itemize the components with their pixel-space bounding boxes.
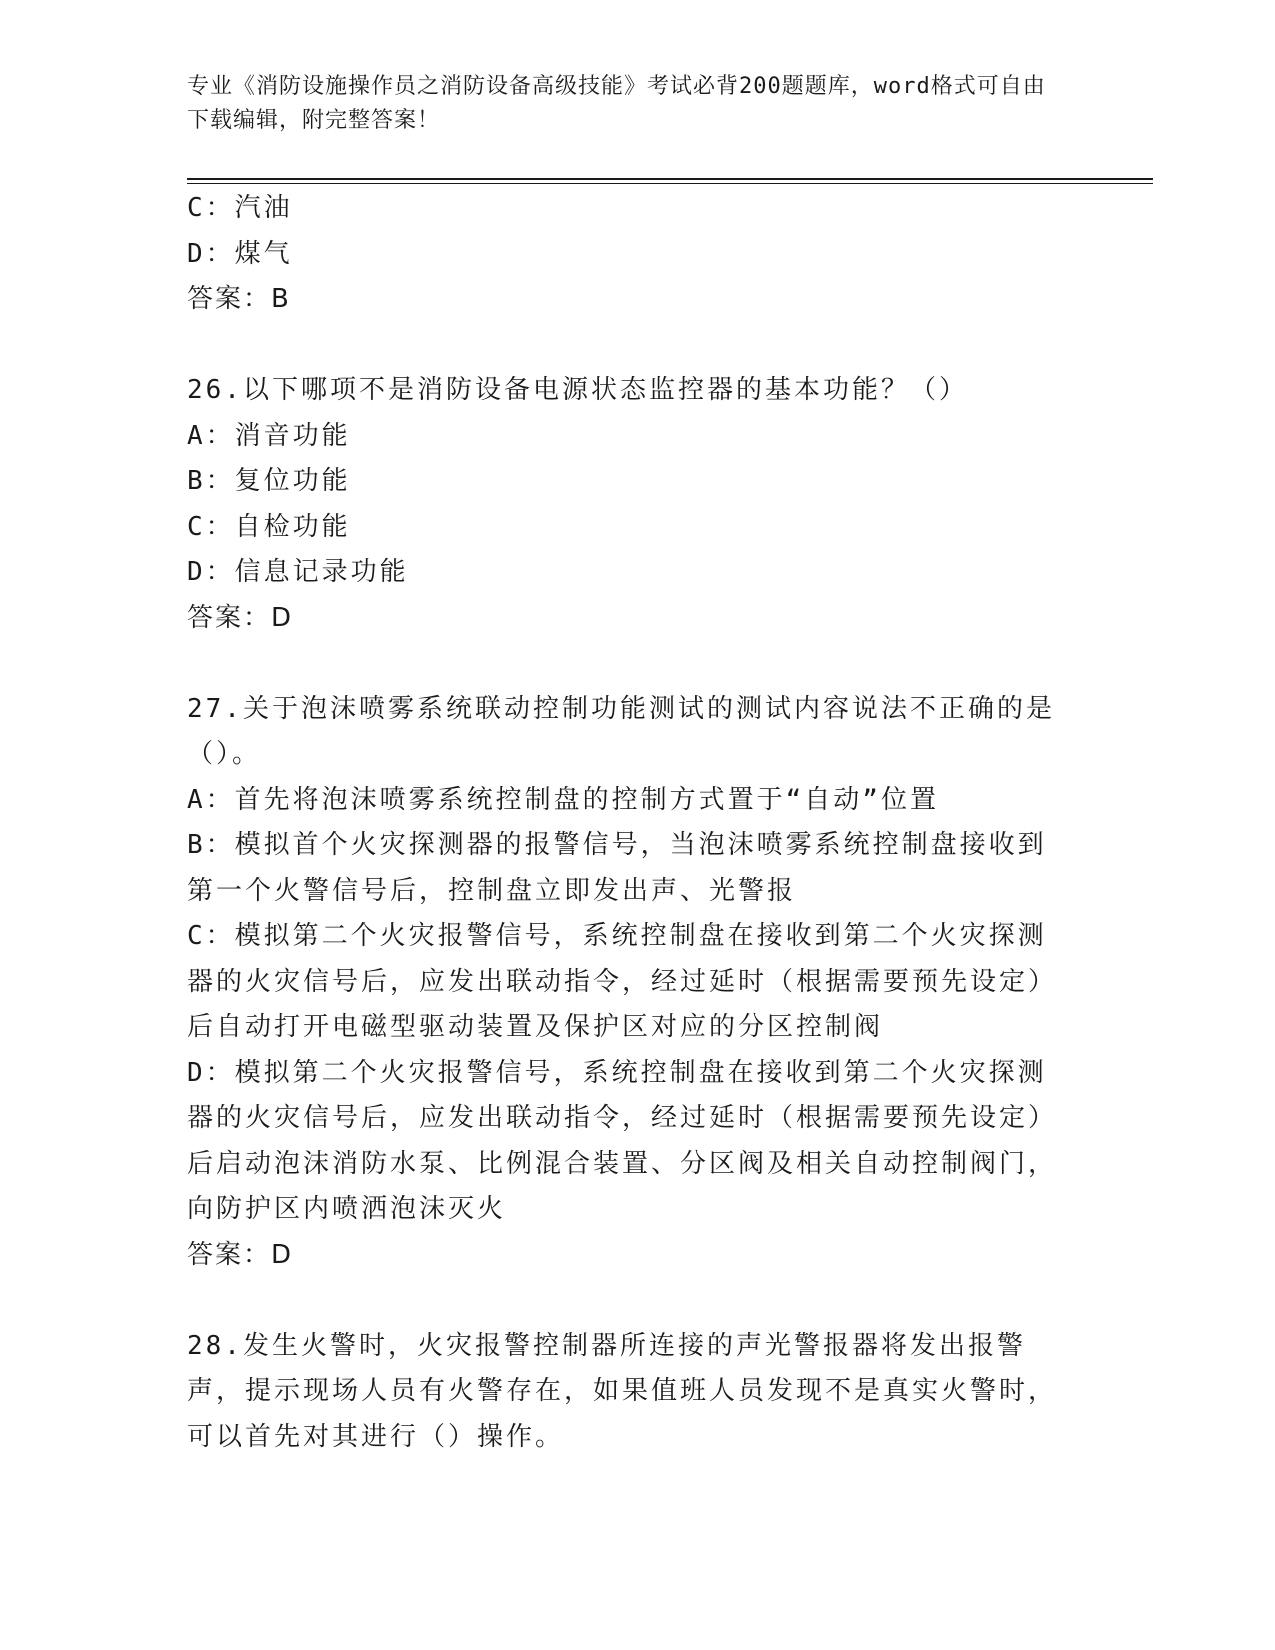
answer-label: 答案：B [187,284,291,314]
spacer [187,641,1067,687]
option-a: A：首先将泡沫喷雾系统控制盘的控制方式置于“自动”位置 [187,784,939,815]
question-content [187,186,1067,1460]
header-divider-thick [187,178,1153,180]
answer-label: 答案：D [187,1239,294,1270]
question-text-28: 28.发生火警时，火灾报警控制器所连接的声光警报器将发出报警声，提示现场人员有火警存在，如果值班人员发现不是真实火警时，可以首先对其进行（）操作。 [187,1330,1058,1452]
option-d: D：煤气 [187,238,293,269]
option-d: D：模拟第二个火灾报警信号，系统控制盘在接收到第二个火灾探测器的火灾信号后，应发出联动指令，经过延时（根据需要预先设定）后启动泡沫消防水泵、比例混合装置、分区阀及相关自动控制阀门，向防护区内喷洒泡沫灭火 [187,1057,1058,1224]
option-b: B：复位功能 [187,466,351,496]
question-text-26: 26.以下哪项不是消防设备电源状态监控器的基本功能？（） [187,375,968,405]
option-a: A：消音功能 [187,420,351,451]
option-d: D：信息记录功能 [187,557,409,587]
spacer [187,323,1067,369]
question-text-27: 27.关于泡沫喷雾系统联动控制功能测试的测试内容说法不正确的是（）。 [187,693,1055,769]
option-b: B：模拟首个火灾探测器的报警信号，当泡沫喷雾系统控制盘接收到第一个火警信号后，控制盘立即发出声、光警报 [187,830,1047,906]
document-header: 专业《消防设施操作员之消防设备高级技能》考试必背200题题库，word格式可自由下载编辑，附完整答案！ [187,74,1046,133]
spacer [187,1278,1067,1324]
answer-label: 答案：D [187,602,294,633]
header-divider-thin [187,183,1153,184]
option-c: C：汽油 [187,193,293,223]
option-c: C：自检功能 [187,511,351,542]
option-c: C：模拟第二个火灾报警信号，系统控制盘在接收到第二个火灾探测器的火灾信号后，应发出联动指令，经过延时（根据需要预先设定）后自动打开电磁型驱动装置及保护区对应的分区控制阀 [187,921,1058,1042]
